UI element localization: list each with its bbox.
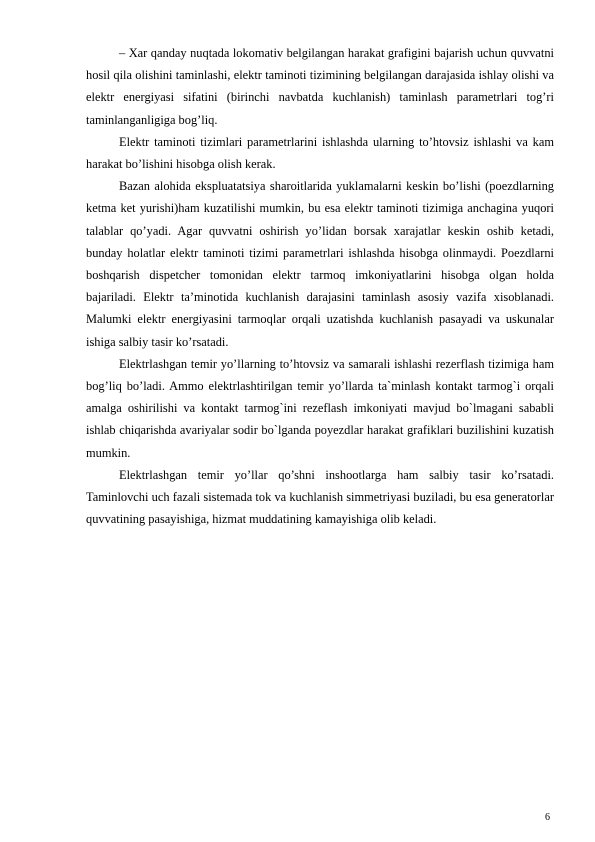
paragraph: Elektrlashgan temir yo’llarning to’htovsiz va samarali ishlashi rezerflash tizimiga ham bog’liq bo’ladi. Ammo elektrlashtirilgan temir yo’llarda ta`minlash kontakt tarmog`i orqali amalga oshirilishi va kontakt tarmog`ini rezeflash imkoniyati mavjud bo`lmagani sababli ishlab chiqarishda avariyalar sodir bo`lganda poyezdlar harakat grafiklari buzilishini kuzatish mumkin. (86, 356, 554, 460)
paragraph: – Xar qanday nuqtada lokomativ belgilangan harakat grafigini bajarish uchun quvvatni hosil qila olishini taminlashi, elektr taminoti tizimining belgilangan darajasida ishlay olishi va elektr energiyasi sifatini (birinchi navbatda kuchlanish) taminlash parametrlari tog’ri taminlanganligiga bog’liq. (86, 46, 554, 127)
paragraph: Elektrlashgan temir yo’llar qo’shni inshootlarga ham salbiy tasir ko’rsatadi. Taminlovchi uch fazali sistemada tok va kuchlanish simmetriyasi buziladi, bu esa generatorlar quvvatining pasayishiga, hizmat muddatining kamayishiga olib keladi. (86, 467, 554, 527)
paragraph: Bazan alohida ekspluatatsiya sharoitlarida yuklamalarni keskin bo’lishi (poezdlarning ketma ket yurishi)ham kuzatilishi mumkin, bu esa elektr taminoti tizimiga anchagina yuqori talablar qo’yadi. Agar quvvatni oshirish yo’lidan borsak xarajatlar keskin oshib ketadi, bunday holatlar elektr taminoti tizimi parametrlari ishlashda hisobga olinmaydi. Poezdlarni boshqarish dispetcher tomonidan elektr tarmoq imkoniyatlarini hisobga olgan holda bajariladi. Elektr ta’minotida kuchlanish darajasini taminlash asosiy vazifa xisoblanadi. Malumki elektr energiyasini tarmoqlar orqali uzatishda kuchlanish pasayadi va uskunalar ishiga salbiy tasir ko’rsatadi. (86, 179, 554, 349)
body-text (86, 42, 554, 530)
paragraph: Elektr taminoti tizimlari parametrlarini ishlashda ularning to’htovsiz ishlashi va kam harakat bo’lishini hisobga olish kerak. (86, 134, 554, 172)
page-number: 6 (545, 812, 550, 823)
